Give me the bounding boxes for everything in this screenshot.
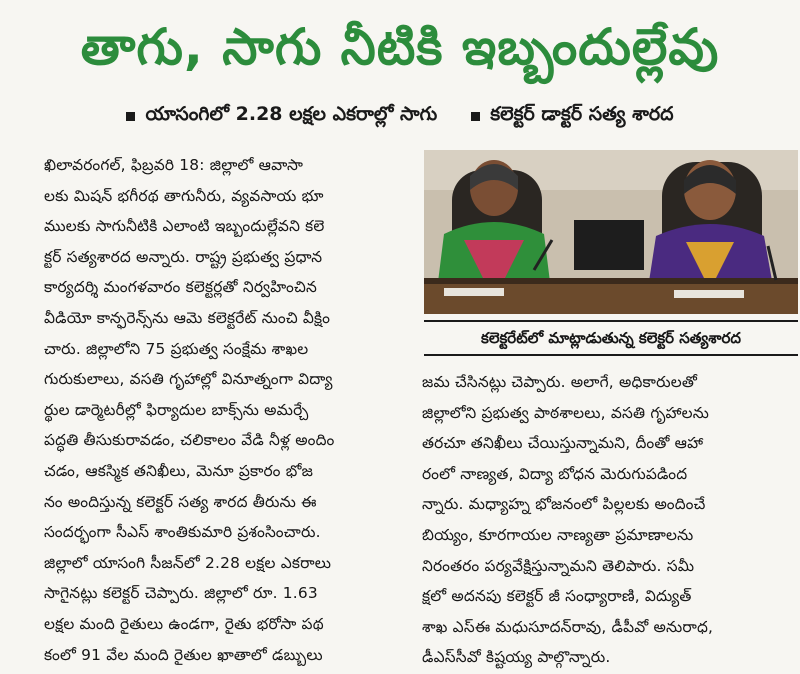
papers-left — [444, 288, 504, 296]
article-column-left — [44, 150, 404, 670]
bullet-square-icon — [471, 112, 480, 121]
papers-right — [674, 290, 744, 298]
article-line: ర్థుల డార్మెటరీల్లో ఫిర్యాదుల బాక్స్‌ను అమర్చే — [44, 400, 309, 419]
subheadline-text: కలెక్టర్ డాక్టర్ సత్య శారద — [490, 102, 674, 125]
article-line: నిరంతరం పర్యవేక్షిస్తున్నామని తెలిపారు. సమీ — [422, 556, 695, 575]
article-line: చారు. జిల్లాలోని 75 ప్రభుత్వ సంక్షేమ శాఖల — [44, 339, 309, 358]
article-line: సాగైనట్లు కలెక్టర్ చెప్పారు. జిల్లాలో రూ. 1.63 — [44, 584, 318, 603]
article-line: శాఖ ఎస్ఈ మధుసూదన్‌రావు, డీపీవో అనురాధ, — [422, 617, 714, 636]
article-line: చడం, ఆకస్మిక తనిఖీలు, మెనూ ప్రకారం భోజ — [44, 461, 314, 480]
article-line: డీఎస్‌సీవో కిష్టయ్య పాల్గొన్నారు. — [422, 648, 611, 667]
article-line: కంలో 91 వేల మంది రైతుల ఖాతాలో డబ్బులు — [44, 645, 323, 664]
article-line: లక్షల మంది రైతులు ఉండగా, రైతు భరోసా పథ — [44, 614, 324, 633]
article-line: జిల్లాలో యాసంగి సీజన్‌లో 2.28 లక్షల ఎకరాలు — [44, 553, 332, 572]
subheadline-text: యాసంగిలో 2.28 లక్షల ఎకరాల్లో సాగు — [145, 102, 438, 125]
article-line: జమ చేసినట్లు చెప్పారు. అలాగే, అధికారులతో — [422, 373, 698, 391]
article-line: క్షలో అదనపు కలెక్టర్ జీ సంధ్యారాణి, విద్యుత్ — [422, 587, 692, 606]
article-line: తరచూ తనిఖీలు చేయిస్తున్నామని, దీంతో ఆహా — [422, 434, 704, 453]
article-line: బియ్యం, కూరగాయల నాణ్యతా ప్రమాణాలను — [422, 525, 694, 544]
photo-illustration — [424, 150, 798, 314]
article-line: జిల్లాలోని ప్రభుత్వ పాఠశాలలు, వసతి గృహాలను — [422, 403, 710, 422]
article-line: కార్యదర్శి మంగళవారం కలెక్టర్లతో నిర్వహించిన — [44, 278, 317, 297]
article-line: రంలో నాణ్యత, విద్యా బోధన మెరుగుపడింద — [422, 464, 688, 483]
article-line: న్నారు. మధ్యాహ్న భోజనంలో పిల్లలకు అందించే — [422, 495, 706, 514]
news-photo — [424, 150, 798, 314]
table-edge — [424, 278, 798, 284]
article-column-right — [422, 367, 794, 673]
monitor — [574, 220, 644, 270]
subheadline-item — [471, 103, 673, 130]
article-line: ఖిలావరంగల్, ఫిబ్రవరి 18: జిల్లాలో ఆవాసా — [44, 156, 304, 174]
article-line: పద్ధతి తీసుకురావడం, చలికాలం వేడి నీళ్ల అందిం — [44, 431, 335, 450]
bullet-square-icon — [126, 112, 135, 121]
article-line: క్టర్ సత్యశారద అన్నారు. రాష్ట్ర ప్రభుత్వ ప్రధాన — [44, 247, 323, 266]
article-line: సందర్భంగా సీఎస్ శాంతికుమారి ప్రశంసించారు. — [44, 523, 321, 542]
article-line: గురుకులాలు, వసతి గృహాల్లో వినూత్నంగా విద్యా — [44, 370, 333, 389]
subheadline-row — [0, 100, 800, 132]
subheadline-item — [126, 103, 437, 130]
article-line: నం అందిస్తున్న కలెక్టర్ సత్య శారద తీరును ఈ — [44, 492, 317, 511]
article-line: లకు మిషన్ భగీరథ తాగునీరు, వ్యవసాయ భూ — [44, 186, 324, 205]
photo-caption: కలెక్టరేట్‌లో మాట్లాడుతున్న కలెక్టర్ సత్యశారద — [424, 320, 798, 356]
headline: తాగు, సాగు నీటికి ఇబ్బందుల్లేవు — [80, 18, 720, 76]
article-line: వీడియో కాన్ఫరెన్స్‌ను ఆమె కలెక్టరేట్ నుంచి వీక్షిం — [44, 308, 331, 327]
article-line: ములకు సాగునీటికి ఎలాంటి ఇబ్బందుల్లేవని కలె — [44, 217, 325, 236]
